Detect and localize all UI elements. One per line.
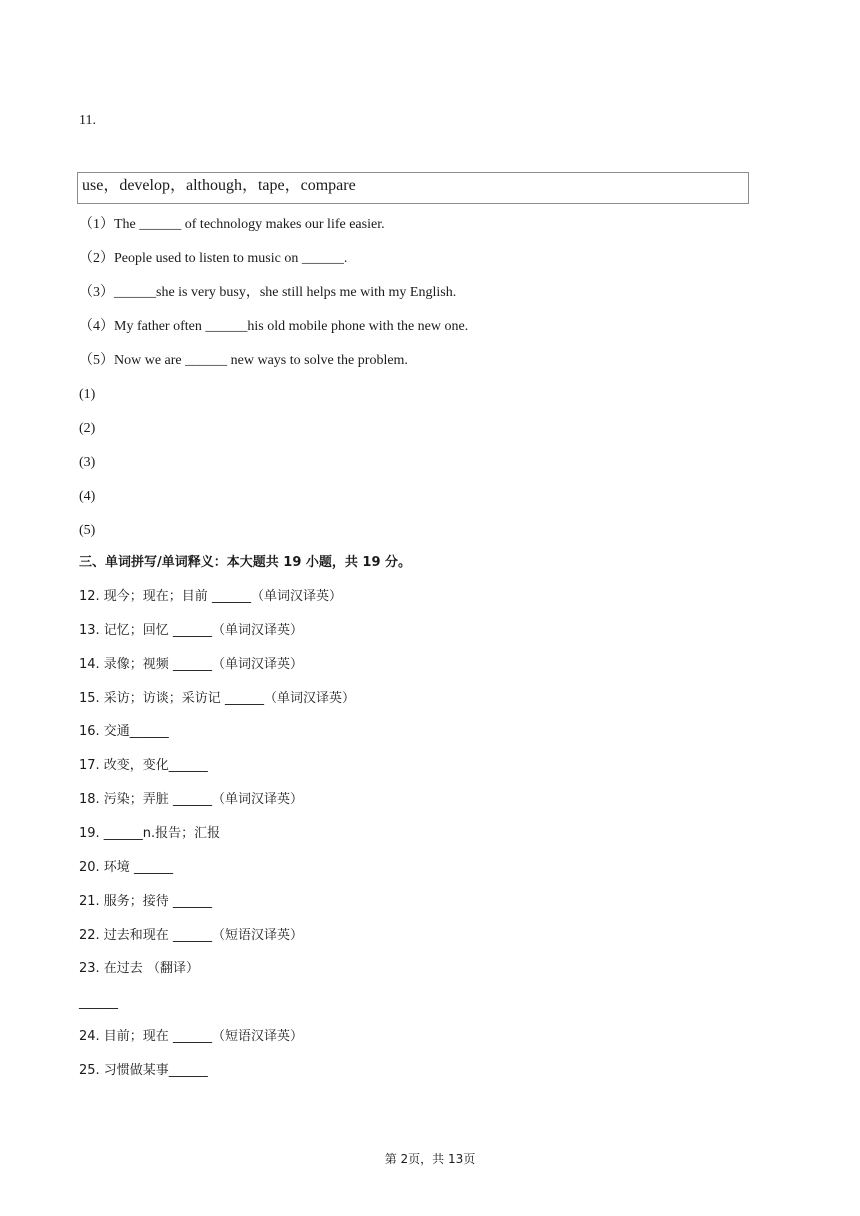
- question-number: 11.: [79, 113, 96, 128]
- item-14: 14. 录像；视频 ______（单词汉译英）: [79, 657, 303, 672]
- item-17: 17. 改变，变化______: [79, 758, 208, 773]
- answer-slot-4: (4): [79, 489, 96, 504]
- page-footer: 第 2页，共 13页: [384, 1152, 476, 1166]
- item-12: 12. 现今；现在；目前 ______（单词汉译英）: [79, 589, 342, 604]
- sentence-2: （2）People used to listen to music on ______.: [79, 251, 348, 266]
- sentence-4: （4）My father often ______his old mobile phone with the new one.: [79, 319, 469, 334]
- item-13: 13. 记忆；回忆 ______（单词汉译英）: [79, 623, 303, 638]
- sentence-3: （3）______she is very busy，she still helps me with my English.: [79, 285, 457, 300]
- item-15: 15. 采访；访谈；采访记 ______（单词汉译英）: [79, 691, 355, 706]
- item-25: 25. 习惯做某事______: [79, 1063, 208, 1078]
- item-23-blank: ______: [79, 995, 118, 1010]
- item-18: 18. 污染；弄脏 ______（单词汉译英）: [79, 792, 303, 807]
- answer-slot-1: (1): [79, 387, 96, 402]
- answer-slot-3: (3): [79, 455, 96, 470]
- section-heading: 三、单词拼写/单词释义：本大题共 19 小题，共 19 分。: [79, 555, 412, 570]
- item-16: 16. 交通______: [79, 724, 169, 739]
- item-20: 20. 环境 ______: [79, 860, 173, 875]
- item-24: 24. 目前；现在 ______（短语汉译英）: [79, 1029, 303, 1044]
- word-bank-box: use，develop，although，tape，compare: [77, 172, 749, 204]
- sentence-5: （5）Now we are ______ new ways to solve the problem.: [79, 353, 408, 368]
- item-23: 23. 在过去 （翻译）: [79, 961, 199, 976]
- item-22: 22. 过去和现在 ______（短语汉译英）: [79, 928, 303, 943]
- sentence-1: （1）The ______ of technology makes our life easier.: [79, 217, 385, 232]
- answer-slot-2: (2): [79, 421, 96, 436]
- answer-slot-5: (5): [79, 523, 96, 538]
- item-19: 19. ______n.报告；汇报: [79, 826, 221, 841]
- item-21: 21. 服务；接待 ______: [79, 894, 212, 909]
